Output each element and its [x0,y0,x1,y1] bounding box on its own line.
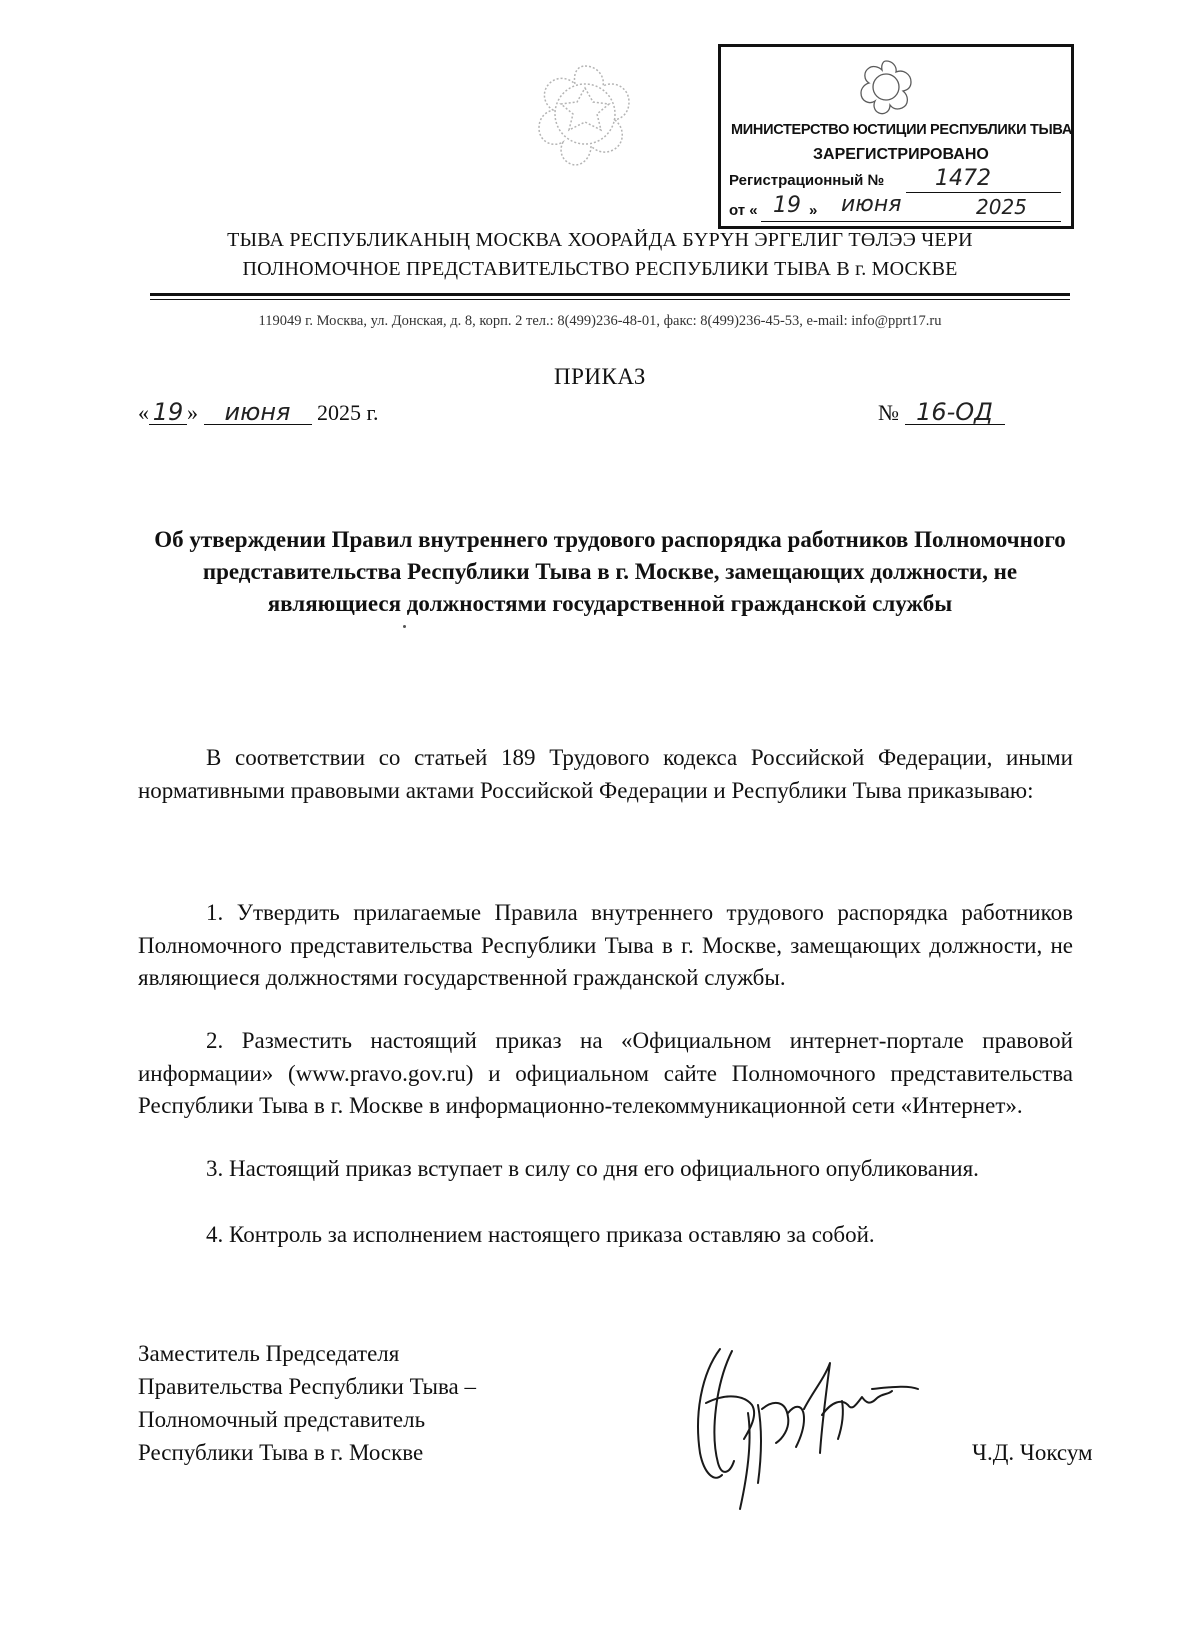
stamp-reg-label: Регистрационный № [729,172,885,189]
handwritten-signature [692,1343,922,1513]
stamp-day: 19 [773,193,801,218]
org-name-russian: ПОЛНОМОЧНОЕ ПРЕДСТАВИТЕЛЬСТВО РЕСПУБЛИКИ ТЫВА В г. МОСКВЕ [242,258,958,280]
header-divider [150,293,1070,296]
order-year: 2025 г. [317,400,379,425]
signatory-name: Ч.Д. Чоксум [972,1440,1093,1465]
org-name-tuvan: ТЫВА РЕСПУБЛИКАНЫҢ МОСКВА ХООРАЙДА БҮРҮН ЭРГЕЛИГ ТӨЛЭЭ ЧЕРИ [227,229,973,251]
position-line-4: Республики Тыва в г. Москве [138,1440,424,1465]
date-close-quote: » [187,400,198,425]
stamp-emblem-icon [855,57,917,117]
stamp-status-text: ЗАРЕГИСТРИРОВАНО [813,146,989,163]
stamp-date-prefix: от « [729,202,758,219]
order-number [878,400,1005,426]
position-line-2: Правительства Республики Тыва – [138,1374,476,1399]
document-title: ПРИКАЗ [554,364,646,389]
date-open-quote: « [138,400,149,425]
signatory-position [138,1337,476,1469]
order-item-2: 2. Разместить настоящий приказ на «Официальном интернет-портале правовой информации» (www.pravo.gov.ru) и официальном сайте Полномочного представительства Республики Тыва в г. Москве в информационно-телекоммуникационной сети «Интернет». [138,1028,1073,1118]
order-item-4: 4. Контроль за исполнением настоящего приказа оставляю за собой. [206,1222,875,1247]
position-line-3: Полномочный представитель [138,1407,426,1432]
stamp-ministry-text: МИНИСТЕРСТВО ЮСТИЦИИ РЕСПУБЛИКИ ТЫВА [731,122,1073,138]
order-item-1: 1. Утвердить прилагаемые Правила внутреннего трудового распорядка работников Полномочного представительства Республики Тыва в г. Москве, замещающих должности, не являющиеся должностями государственной гражданской службы. [138,900,1073,990]
order-subject: Об утверждении Правил внутреннего трудового распорядка работников Полномочного представительства Республики Тыва в г. Москве, замещающих должности, не являющиеся должностями государственной гражданской службы [154,527,1066,616]
order-number-value: 16-ОД [905,400,1005,425]
order-month: июня [204,400,312,425]
stamp-date-mid: » [809,202,818,219]
stamp-month: июня [841,192,902,217]
order-day: 19 [149,400,187,425]
stamp-reg-number: 1472 [935,166,991,191]
registration-stamp [718,44,1074,229]
intro-paragraph: В соответствии со статьей 189 Трудового кодекса Российской Федерации, иными нормативными правовыми актами Российской Федерации и Республики Тыва приказываю: [138,745,1073,803]
position-line-1: Заместитель Председателя [138,1341,400,1366]
stamp-year: 2025 [976,195,1027,219]
header-divider-thin [150,299,1070,300]
scan-speck [403,625,406,628]
order-item-3: 3. Настоящий приказ вступает в силу со дня его официального опубликования. [206,1156,979,1181]
order-date [138,400,379,426]
contacts-line: 119049 г. Москва, ул. Донская, д. 8, корп. 2 тел.: 8(499)236-48-01, факс: 8(499)236-45-53, e-mail: info@pprt17.ru [258,313,942,329]
coat-of-arms-emblem [525,58,645,176]
order-number-label: № [878,400,899,425]
